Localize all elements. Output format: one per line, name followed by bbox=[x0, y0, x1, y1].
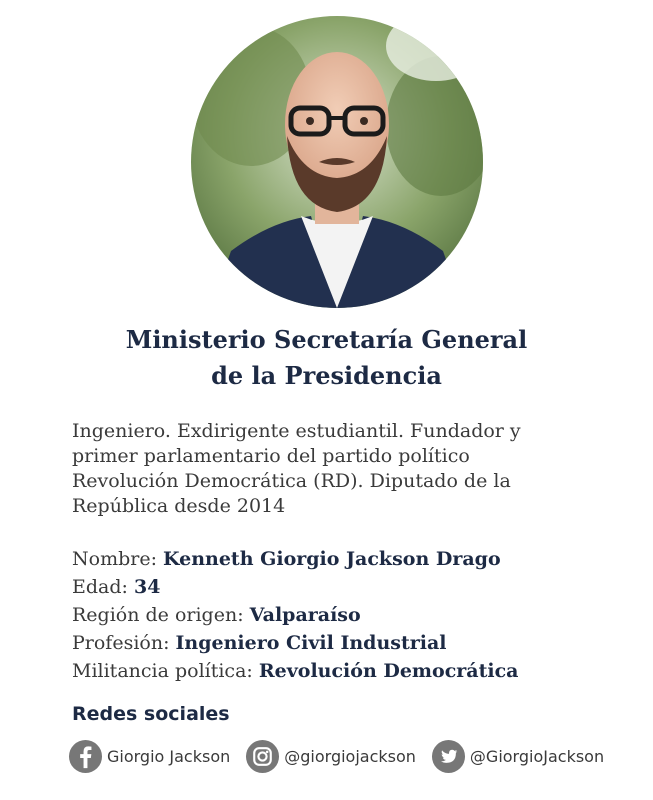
description-line: Ingeniero. Exdirigente estudiantil. Fundador y bbox=[72, 420, 521, 442]
description-line: Revolución Democrática (RD). Diputado de la bbox=[72, 470, 511, 492]
instagram-link[interactable] bbox=[245, 739, 416, 774]
instagram-label: @giorgiojackson bbox=[284, 746, 416, 766]
description-line: primer parlamentario del partido político bbox=[72, 445, 470, 467]
detail-label: Edad: bbox=[72, 576, 128, 598]
title-line-2: de la Presidencia bbox=[211, 361, 442, 390]
social-heading: Redes sociales bbox=[72, 703, 230, 725]
description bbox=[72, 419, 592, 519]
instagram-icon bbox=[245, 739, 280, 774]
detail-value: 34 bbox=[133, 576, 161, 598]
avatar bbox=[191, 16, 483, 308]
details-list bbox=[72, 545, 632, 685]
detail-row-edad bbox=[72, 573, 632, 601]
detail-label: Nombre: bbox=[72, 548, 157, 570]
facebook-link[interactable] bbox=[68, 739, 230, 774]
detail-value: Ingeniero Civil Industrial bbox=[175, 632, 447, 654]
detail-row-profesion bbox=[72, 629, 632, 657]
social-links bbox=[68, 738, 619, 774]
detail-row-nombre bbox=[72, 545, 632, 573]
detail-value: Revolución Democrática bbox=[258, 660, 519, 682]
detail-label: Profesión: bbox=[72, 632, 170, 654]
twitter-label: @GiorgioJackson bbox=[469, 746, 605, 766]
description-line: República desde 2014 bbox=[72, 495, 286, 517]
facebook-icon bbox=[68, 739, 103, 774]
detail-label: Región de origen: bbox=[72, 604, 244, 626]
twitter-link[interactable] bbox=[431, 739, 604, 774]
facebook-label: Giorgio Jackson bbox=[107, 746, 231, 766]
twitter-icon bbox=[431, 739, 466, 774]
detail-row-militancia bbox=[72, 657, 632, 685]
detail-value: Kenneth Giorgio Jackson Drago bbox=[163, 548, 501, 570]
page-title bbox=[40, 322, 613, 394]
detail-value: Valparaíso bbox=[249, 604, 361, 626]
detail-label: Militancia política: bbox=[72, 660, 253, 682]
detail-row-region bbox=[72, 601, 632, 629]
title-line-1: Ministerio Secretaría General bbox=[125, 325, 528, 354]
